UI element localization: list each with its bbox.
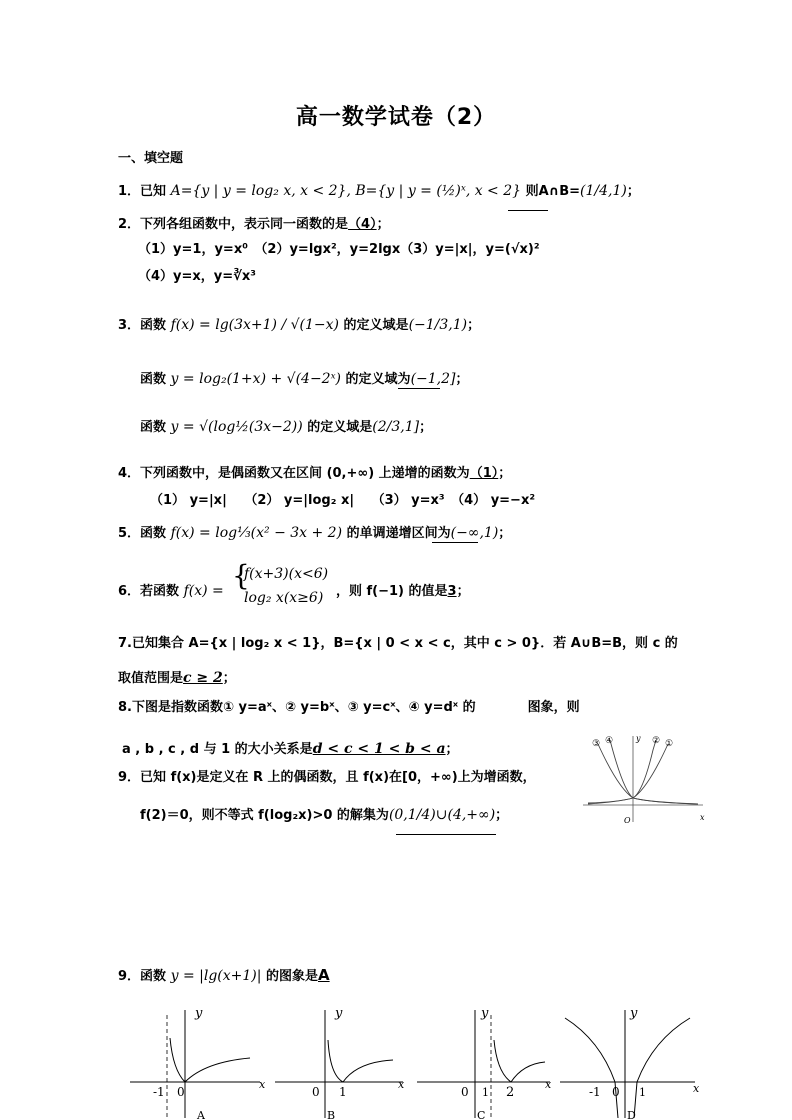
graph-c-tick-0: 0 <box>461 1085 469 1099</box>
q5-tail: ； <box>498 526 512 541</box>
graph-b-x-label: x <box>398 1078 405 1091</box>
fig8-label-1: ① <box>665 739 674 749</box>
graph-c-tick-1: 1 <box>482 1086 489 1099</box>
q3c-mid: 的定义域是 <box>307 420 373 435</box>
graph-c-y-label: y <box>481 1006 489 1021</box>
section-heading: 一、填空题 <box>118 151 184 166</box>
q4-options: （1） y=|x| （2） y=|log₂ x| （3） y=x³ （4） y=−x² <box>150 493 536 508</box>
graph-c <box>417 1006 552 1120</box>
answer-graphs <box>125 1000 725 1120</box>
graph-d-tick-0: 0 <box>612 1085 620 1099</box>
fig8-y-label: y <box>636 734 641 743</box>
q6-mid: ，则 f(−1) 的值是 <box>336 584 448 599</box>
q1-answer-line <box>508 210 548 211</box>
q2-tail: ； <box>376 217 390 232</box>
q1-mid: 则A∩B= <box>525 184 581 199</box>
graph-a-x-label: x <box>259 1078 266 1091</box>
q9b-answer: A <box>318 966 330 984</box>
question-5 <box>118 522 511 541</box>
question-9a: 9．已知 f(x)是定义在 R 上的偶函数，且 f(x)在[0，+∞)上为增函数， <box>118 770 536 785</box>
q3c-tail: ； <box>419 420 433 435</box>
question-7: 7.已知集合 A={x | log₂ x < 1}，B={x | 0 < x < c，其中 c > 0}．若 A∪B=B，则 c 的 <box>118 636 678 651</box>
question-9b <box>118 965 330 984</box>
q7-answer: c ≥ 2 <box>183 670 223 686</box>
fig8-label-3: ③ <box>592 739 601 749</box>
q1-tail: ； <box>626 184 640 199</box>
q3b-answer-line <box>398 388 440 389</box>
q3a-prefix: 3．函数 <box>118 318 167 333</box>
q7-tail: ； <box>222 671 236 686</box>
q2-options-line1: （1）y=1，y=x⁰ （2）y=lgx²，y=2lgx（3）y=|x|，y=(√x)² <box>138 242 540 257</box>
question-2 <box>118 213 390 232</box>
fig8-x-label: x <box>700 813 705 822</box>
graph-b-tick-0: 0 <box>312 1085 320 1099</box>
q5-answer-line <box>432 542 478 543</box>
q9b-expr: y = |lg(x+1)| <box>170 968 262 984</box>
q9a-answer: (0,1/4)∪(4,+∞) <box>388 807 496 823</box>
q5-mid: 的单调递增区间为 <box>346 526 451 541</box>
graph-a <box>130 1006 266 1120</box>
q5-prefix: 5．函数 <box>118 526 167 541</box>
q3b-prefix: 函数 <box>140 372 167 387</box>
q9a-prefix: f(2)＝0，则不等式 f(log₂x)>0 的解集为 <box>140 808 389 823</box>
q3b-answer: (−1,2] <box>410 371 456 387</box>
q5-answer: (−∞,1) <box>450 525 499 541</box>
graph-d-letter: D <box>627 1109 636 1120</box>
q6-fx: f(x) = <box>183 583 224 599</box>
q6-tail: ； <box>456 584 470 599</box>
q6-answer: 3 <box>447 584 457 599</box>
q6-case2: log₂ x(x≥6) <box>244 590 324 606</box>
fig8-label-2: ② <box>652 736 661 746</box>
q8-line2 <box>122 738 459 757</box>
q4-stem: 4．下列函数中，是偶函数又在区间 (0,+∞) 上递增的函数为 <box>118 466 470 481</box>
graph-a-letter: A <box>197 1109 205 1120</box>
q3c-prefix: 函数 <box>140 420 167 435</box>
graph-b-curve-right <box>343 1060 393 1082</box>
q3b-expr: y = log₂(1+x) + √(4−2ˣ) <box>170 371 342 387</box>
curve-3 <box>598 744 698 804</box>
graph-d-curve-right <box>634 1018 690 1118</box>
q3c-answer: (2/3,1] <box>372 419 420 435</box>
q3c-expr: y = √(log½(3x−2)) <box>170 419 303 435</box>
q8-prefix: a , b , c , d 与 1 的大小关系是 <box>122 742 313 757</box>
q4-answer: （1） <box>469 466 499 481</box>
question-1 <box>118 180 640 199</box>
q8-tail: ； <box>445 742 459 757</box>
q3b-mid: 的定义域为 <box>345 372 411 387</box>
graph-c-tick-2: 2 <box>506 1085 515 1100</box>
q6-case1: f(x+3)(x<6) <box>244 566 329 582</box>
q8-answer: d < c < 1 < b < a <box>312 741 446 757</box>
question-8: 8.下图是指数函数① y=aˣ、② y=bˣ、③ y=cˣ、④ y=dˣ 的 图象，则 <box>118 700 580 715</box>
q2-options-line2: （4）y=x，y=∛x³ <box>138 269 256 284</box>
q1-answer: (1/4,1) <box>580 183 627 199</box>
graph-c-curve-right <box>511 1062 545 1082</box>
q9a-tail: ； <box>495 808 509 823</box>
graph-d-x-label: x <box>693 1082 700 1095</box>
graph-d-tick-neg1: -1 <box>589 1085 601 1099</box>
q3a-mid: 的定义域是 <box>343 318 409 333</box>
q5-expr: f(x) = log⅓(x² − 3x + 2) <box>170 525 343 541</box>
q1-sets: A={y | y = log₂ x, x < 2}, B={y | y = (½)ˣ, x < 2} <box>170 183 522 199</box>
q9a-answer-line <box>396 834 496 835</box>
graph-d-curve-left <box>565 1018 618 1118</box>
q6-brace: { <box>232 559 250 592</box>
exp-function-figure <box>578 730 708 825</box>
graph-d <box>560 1006 700 1120</box>
graph-a-y-label: y <box>195 1006 203 1021</box>
graph-a-curve-left <box>170 1038 185 1082</box>
question-3a <box>118 314 480 333</box>
graph-c-x-label: x <box>545 1078 552 1091</box>
graph-b-tick-1: 1 <box>339 1085 347 1099</box>
q3a-answer: (−1/3,1) <box>408 317 468 333</box>
fig8-origin: O <box>624 816 631 825</box>
graph-b-curve-left <box>328 1040 343 1082</box>
q3b-tail: ； <box>455 372 469 387</box>
graph-b-letter: B <box>327 1109 336 1120</box>
q9b-prefix: 9．函数 <box>118 969 167 984</box>
q4-tail: ； <box>498 466 512 481</box>
fig8-label-4: ④ <box>605 736 614 746</box>
graph-c-letter: C <box>477 1109 486 1120</box>
q7-line2 <box>118 667 236 686</box>
question-6 <box>118 580 224 599</box>
graph-c-curve-left <box>494 1040 511 1082</box>
graph-a-curve-right <box>185 1058 250 1082</box>
question-3c <box>140 416 432 435</box>
q7-prefix: 取值范围是 <box>118 671 184 686</box>
graph-b <box>275 1006 405 1120</box>
q9b-mid: 的图象是 <box>265 969 318 984</box>
question-4 <box>118 462 511 481</box>
question-3b <box>140 368 469 387</box>
graph-a-tick-neg1: -1 <box>153 1085 165 1099</box>
q9a-line2 <box>140 804 508 823</box>
q3a-expr: f(x) = lg(3x+1) / √(1−x) <box>170 317 340 333</box>
q3a-tail: ； <box>467 318 481 333</box>
graph-d-y-label: y <box>630 1006 638 1021</box>
curve-1 <box>588 740 656 804</box>
graph-b-y-label: y <box>335 1006 343 1021</box>
q2-answer: （4） <box>348 217 377 232</box>
page-title: 高一数学试卷（2） <box>295 105 497 130</box>
graph-d-tick-1: 1 <box>639 1086 646 1099</box>
graph-a-tick-0: 0 <box>177 1085 185 1099</box>
q2-stem: 2．下列各组函数中，表示同一函数的是 <box>118 217 349 232</box>
q6-prefix: 6．若函数 <box>118 584 180 599</box>
q6-rest <box>336 580 470 599</box>
q1-prefix: 1．已知 <box>118 184 167 199</box>
